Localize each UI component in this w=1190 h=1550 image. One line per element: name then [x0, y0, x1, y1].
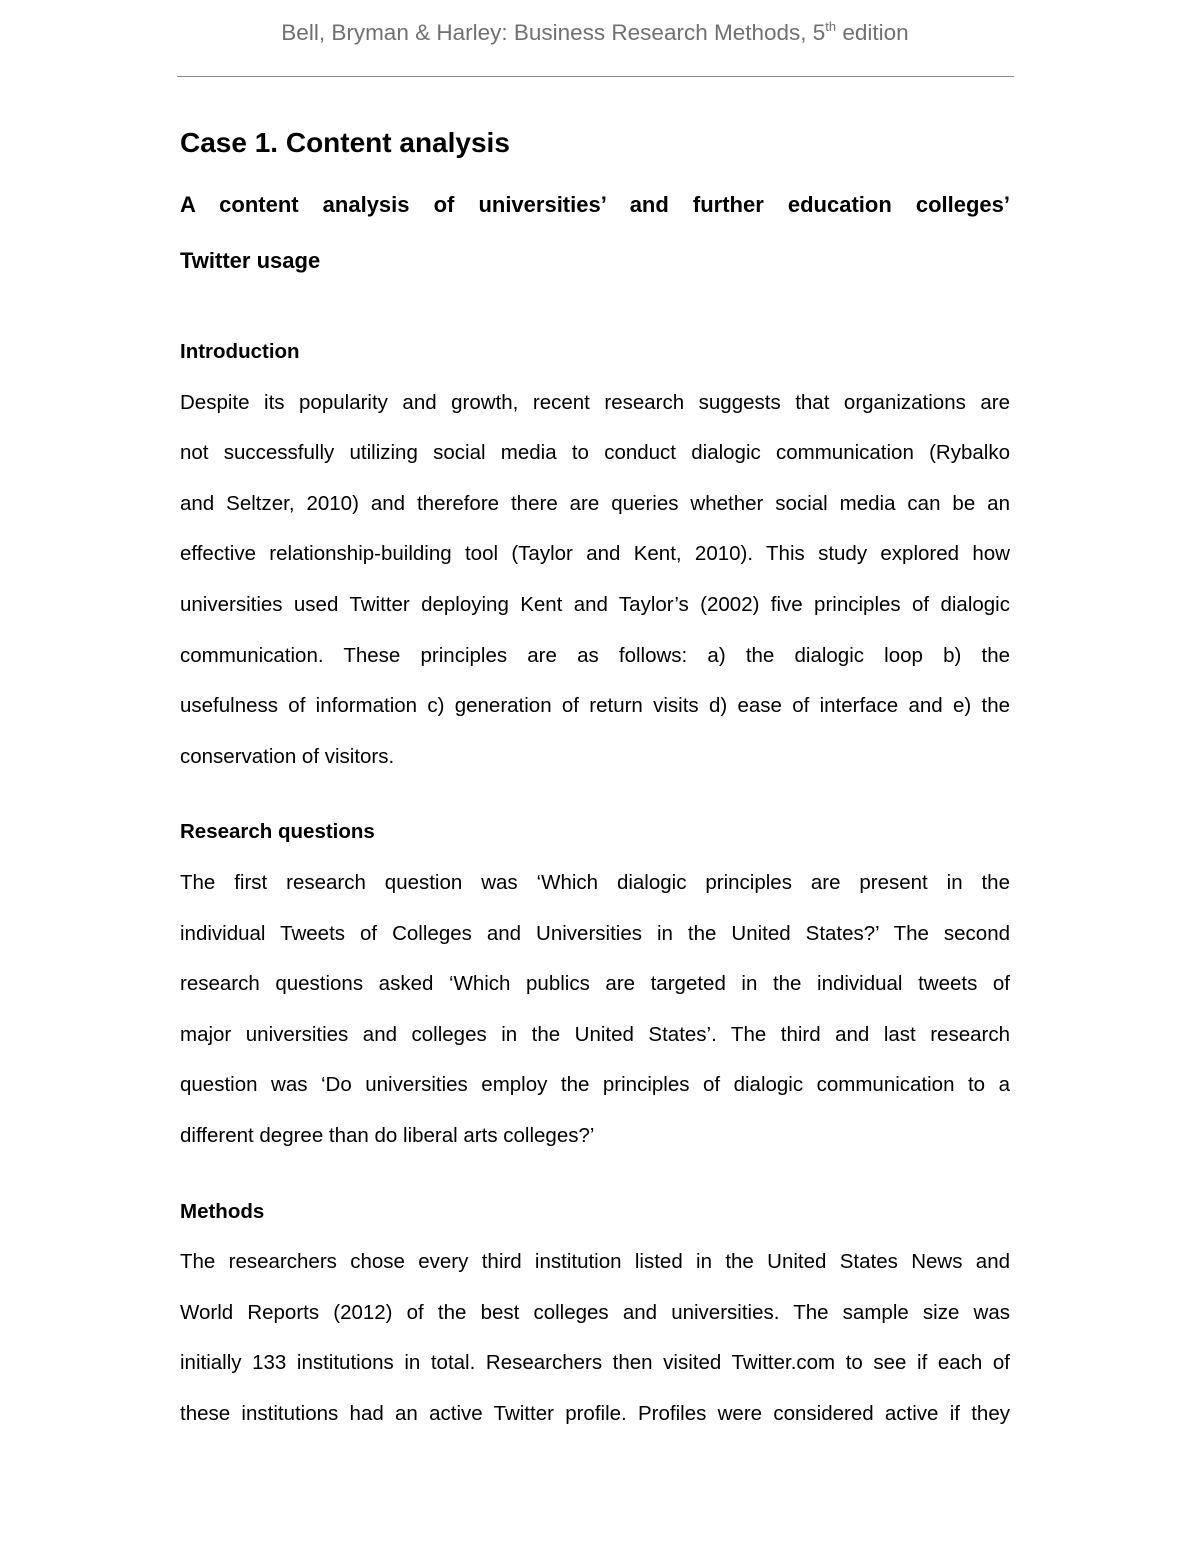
- running-header: [0, 20, 1190, 46]
- header-text-end: edition: [836, 20, 909, 45]
- paragraph-line: communication. These principles are as follows: a) the dialogic loop b) the: [180, 643, 1010, 667]
- paragraph-line: and Seltzer, 2010) and therefore there are queries whether social media can be an: [180, 491, 1010, 515]
- paragraph-line: not successfully utilizing social media to conduct dialogic communication (Rybalko: [180, 441, 1010, 465]
- paragraph-line: these institutions had an active Twitter profile. Profiles were considered active if they: [180, 1401, 1010, 1425]
- paragraph-line: major universities and colleges in the United States’. The third and last research: [180, 1022, 1010, 1046]
- header-text: Bell, Bryman & Harley: Business Research Methods, 5: [281, 20, 826, 45]
- paragraph-line: initially 133 institutions in total. Researchers then visited Twitter.com to see if each of: [180, 1351, 1010, 1375]
- section-heading: Methods: [180, 1199, 265, 1223]
- paragraph-line: The researchers chose every third institution listed in the United States News and: [180, 1250, 1010, 1274]
- section-paragraph: [180, 1237, 1010, 1439]
- case-title: Case 1. Content analysis: [180, 127, 510, 158]
- paragraph-line: Despite its popularity and growth, recent research suggests that organizations are: [180, 390, 1010, 414]
- section-paragraph: [180, 378, 1010, 783]
- paragraph-line: usefulness of information c) generation of return visits d) ease of interface and e) the: [180, 694, 1010, 718]
- section-heading: Introduction: [180, 340, 300, 363]
- paragraph-line: question was ‘Do universities employ the principles of dialogic communication to a: [180, 1073, 1010, 1097]
- subtitle-line: Twitter usage: [180, 248, 321, 273]
- subtitle-line: A content analysis of universities’ and further education colleges’: [180, 192, 1010, 217]
- document-body: [180, 125, 1010, 1439]
- paragraph-line: conservation of visitors.: [180, 744, 395, 768]
- paragraph-line: individual Tweets of Colleges and Universities in the United States?’ The second: [180, 921, 1010, 945]
- paragraph-line: The first research question was ‘Which dialogic principles are present in the: [180, 870, 1010, 894]
- section-heading: Research questions: [180, 820, 375, 844]
- case-subtitle: [180, 177, 1010, 289]
- paragraph-line: World Reports (2012) of the best colleges and universities. The sample size was: [180, 1300, 1010, 1324]
- paragraph-line: different degree than do liberal arts colleges?’: [180, 1123, 595, 1147]
- header-superscript: th: [825, 19, 837, 34]
- paragraph-line: effective relationship-building tool (Taylor and Kent, 2010). This study explored how: [180, 542, 1010, 566]
- paragraph-line: universities used Twitter deploying Kent and Taylor’s (2002) five principles of dialogic: [180, 592, 1010, 616]
- paragraph-line: research questions asked ‘Which publics are targeted in the individual tweets of: [180, 972, 1010, 996]
- header-rule: [177, 76, 1014, 77]
- section-paragraph: [180, 858, 1010, 1162]
